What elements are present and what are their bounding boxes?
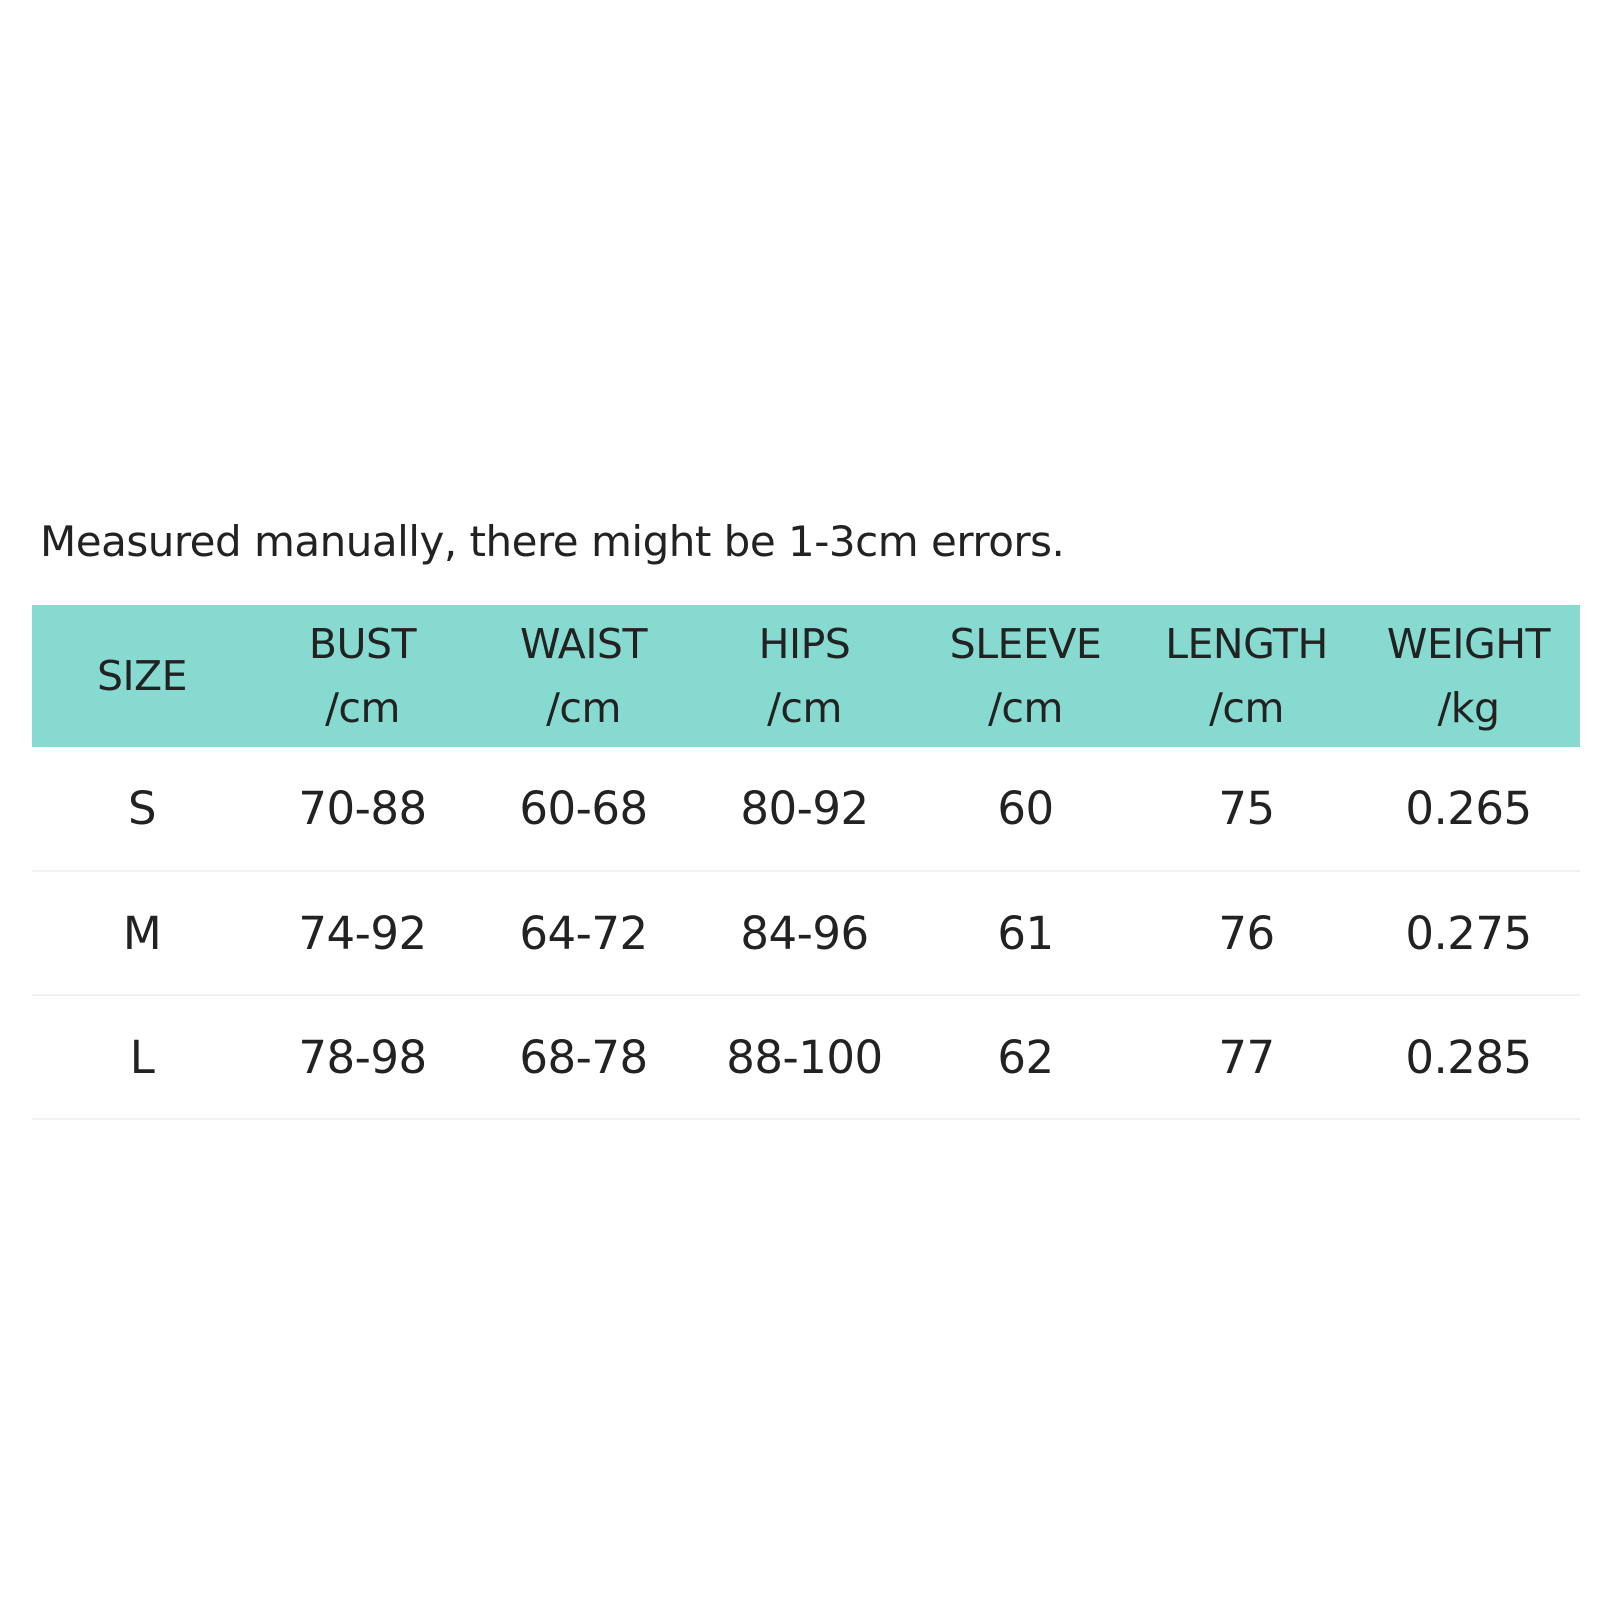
header-hips <box>694 605 915 747</box>
cell-bust: 74-92 <box>252 871 473 995</box>
header-hips-unit: /cm <box>767 684 842 732</box>
header-bust-label: BUST <box>308 620 417 668</box>
header-weight <box>1357 605 1580 747</box>
table-row <box>32 747 1580 871</box>
cell-sleeve: 61 <box>915 871 1136 995</box>
size-chart-table <box>32 605 1580 1120</box>
header-size-label: SIZE <box>96 652 188 700</box>
header-bust <box>252 605 473 747</box>
cell-weight: 0.285 <box>1357 995 1580 1119</box>
table-row <box>32 995 1580 1119</box>
table-row <box>32 871 1580 995</box>
cell-length: 77 <box>1136 995 1357 1119</box>
header-weight-unit: /kg <box>1437 684 1500 732</box>
header-length <box>1136 605 1357 747</box>
cell-weight: 0.265 <box>1357 747 1580 871</box>
header-bust-unit: /cm <box>325 684 400 732</box>
header-sleeve-unit: /cm <box>988 684 1063 732</box>
header-length-unit: /cm <box>1209 684 1284 732</box>
cell-length: 76 <box>1136 871 1357 995</box>
header-weight-label: WEIGHT <box>1386 620 1551 668</box>
cell-waist: 64-72 <box>473 871 694 995</box>
header-sleeve <box>915 605 1136 747</box>
cell-waist: 68-78 <box>473 995 694 1119</box>
cell-size: M <box>32 871 252 995</box>
header-sleeve-label: SLEEVE <box>949 620 1102 668</box>
header-size <box>32 605 252 747</box>
cell-length: 75 <box>1136 747 1357 871</box>
cell-hips: 88-100 <box>694 995 915 1119</box>
header-waist-unit: /cm <box>546 684 621 732</box>
measurement-note: Measured manually, there might be 1-3cm errors. <box>40 517 1065 566</box>
cell-size: S <box>32 747 252 871</box>
header-hips-label: HIPS <box>758 620 851 668</box>
cell-hips: 84-96 <box>694 871 915 995</box>
cell-bust: 78-98 <box>252 995 473 1119</box>
header-length-label: LENGTH <box>1165 620 1328 668</box>
cell-weight: 0.275 <box>1357 871 1580 995</box>
table-header-row <box>32 605 1580 747</box>
cell-size: L <box>32 995 252 1119</box>
header-waist-label: WAIST <box>519 620 647 668</box>
header-waist <box>473 605 694 747</box>
cell-bust: 70-88 <box>252 747 473 871</box>
cell-sleeve: 62 <box>915 995 1136 1119</box>
cell-sleeve: 60 <box>915 747 1136 871</box>
cell-waist: 60-68 <box>473 747 694 871</box>
cell-hips: 80-92 <box>694 747 915 871</box>
